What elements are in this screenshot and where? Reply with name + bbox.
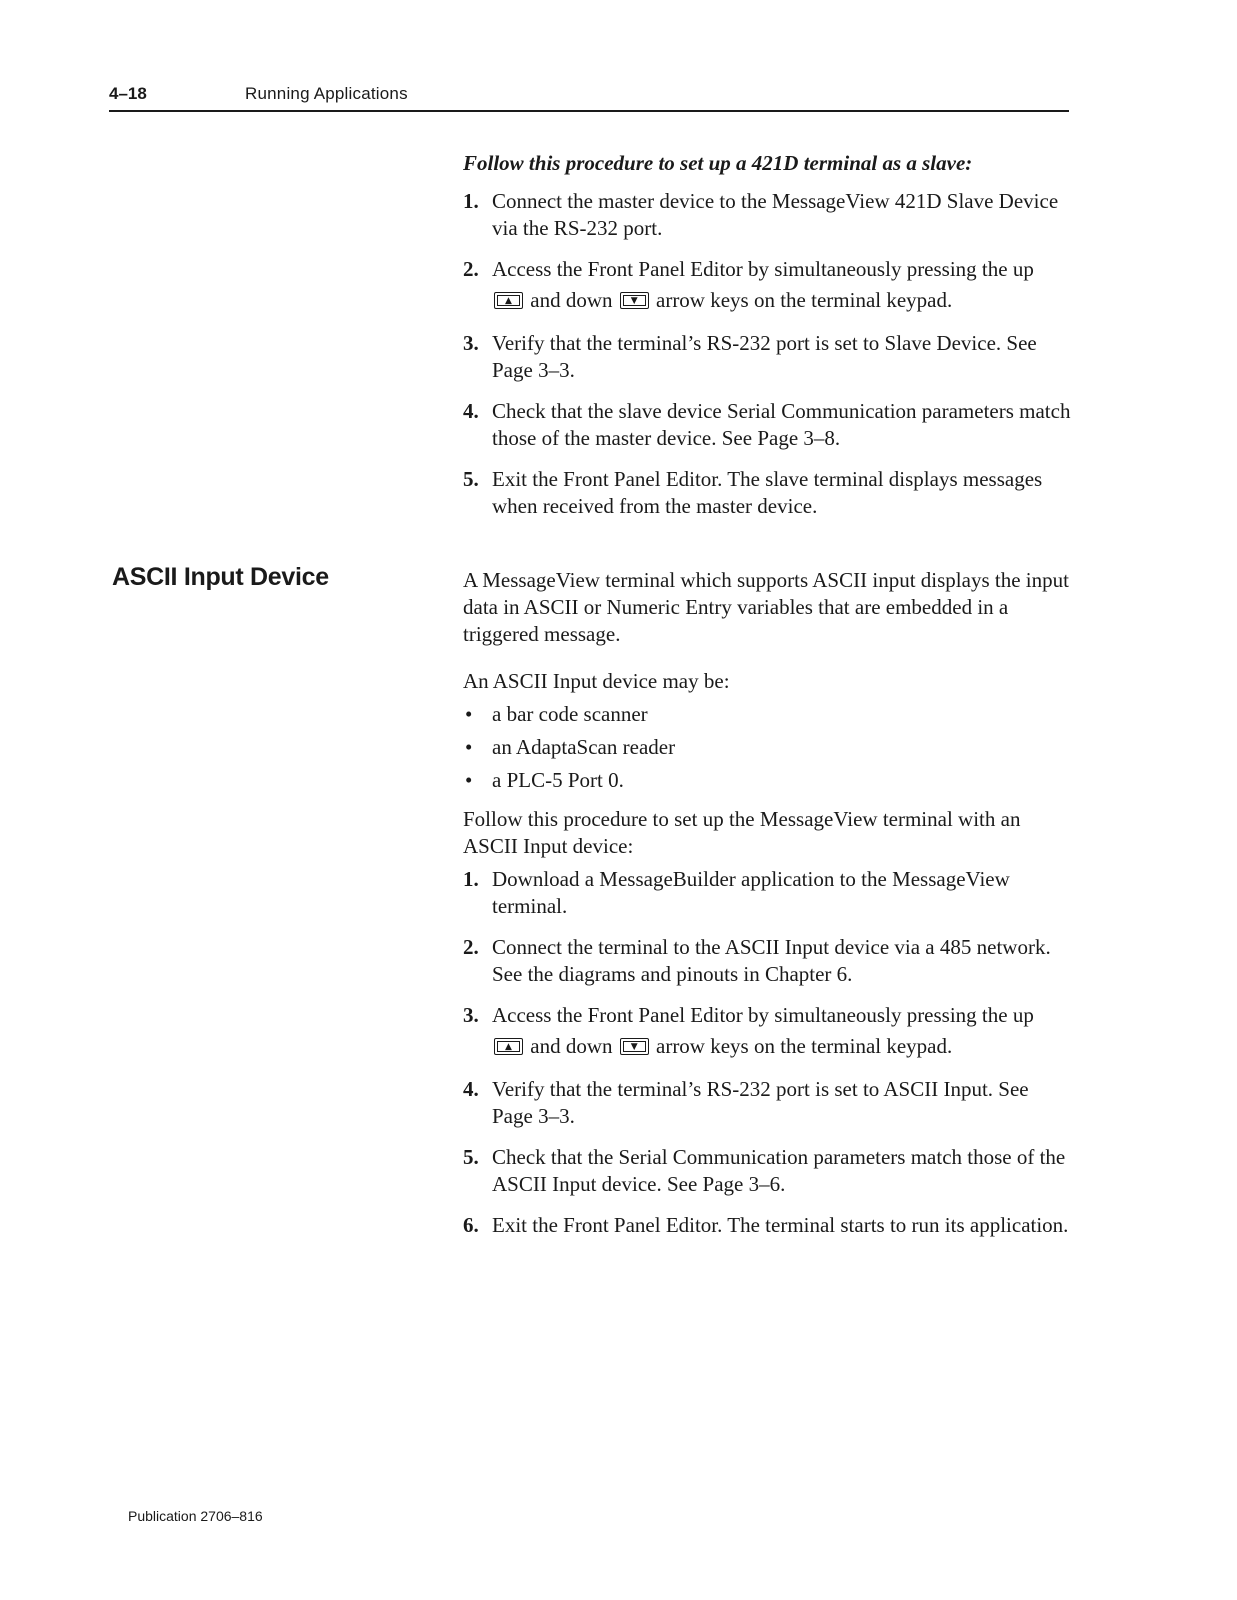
list-item bbox=[463, 466, 1071, 520]
step-number: 6. bbox=[463, 1213, 479, 1237]
chapter-title: Running Applications bbox=[245, 84, 408, 103]
list-item bbox=[463, 188, 1071, 242]
step-text: Access the Front Panel Editor by simultaneously pressing the up bbox=[492, 257, 1034, 281]
list-item bbox=[463, 330, 1071, 384]
page-number: 4–18 bbox=[109, 84, 147, 103]
step-number: 5. bbox=[463, 467, 479, 491]
paragraph: An ASCII Input device may be: bbox=[463, 669, 730, 693]
list-item bbox=[463, 398, 1071, 452]
step-number: 2. bbox=[463, 257, 479, 281]
list-item bbox=[463, 1000, 1071, 1062]
bullet-text: a bar code scanner bbox=[492, 702, 648, 726]
down-arrow-key-icon: ▼ bbox=[620, 1038, 649, 1055]
step-text: Check that the Serial Communication parameters match those of the ASCII Input device. See Page 3–6. bbox=[492, 1145, 1066, 1196]
slave-procedure bbox=[463, 188, 1071, 534]
step-text: Verify that the terminal’s RS-232 port is set to Slave Device. See Page 3–3. bbox=[492, 331, 1037, 382]
step-number: 4. bbox=[463, 1077, 479, 1101]
bullet-text: a PLC-5 Port 0. bbox=[492, 768, 624, 792]
step-number: 1. bbox=[463, 189, 479, 213]
ascii-steps-list bbox=[463, 866, 1071, 1239]
slave-steps-list bbox=[463, 188, 1071, 520]
bullet-text: an AdaptaScan reader bbox=[492, 735, 676, 759]
list-item bbox=[463, 734, 1071, 761]
ascii-input-section bbox=[463, 567, 1071, 1253]
up-arrow-key-icon: ▲ bbox=[494, 1038, 523, 1055]
bullet-dot-icon: • bbox=[465, 735, 473, 759]
down-arrow-key-icon: ▼ bbox=[620, 292, 649, 309]
list-item bbox=[463, 254, 1071, 316]
step-text: Connect the master device to the MessageView 421D Slave Device via the RS-232 port. bbox=[492, 189, 1059, 240]
step-number: 5. bbox=[463, 1145, 479, 1169]
list-item bbox=[463, 1144, 1071, 1198]
slave-procedure-intro: Follow this procedure to set up a 421D terminal as a slave: bbox=[463, 151, 973, 175]
step-text: Download a MessageBuilder application to the MessageView terminal. bbox=[492, 867, 1010, 918]
bullet-dot-icon: • bbox=[465, 702, 473, 726]
step-text: and down bbox=[530, 288, 613, 312]
page-header bbox=[109, 82, 1069, 112]
step-text: Exit the Front Panel Editor. The terminal starts to run its application. bbox=[492, 1213, 1069, 1237]
bullet-dot-icon: • bbox=[465, 768, 473, 792]
step-number: 3. bbox=[463, 331, 479, 355]
section-heading: ASCII Input Device bbox=[112, 563, 329, 591]
list-item bbox=[463, 1076, 1071, 1130]
list-item bbox=[463, 866, 1071, 920]
list-item bbox=[463, 934, 1071, 988]
list-item bbox=[463, 701, 1071, 728]
step-text: Connect the terminal to the ASCII Input device via a 485 network. See the diagrams and pinouts in Chapter 6. bbox=[492, 935, 1051, 986]
step-number: 3. bbox=[463, 1003, 479, 1027]
step-text: Access the Front Panel Editor by simultaneously pressing the up bbox=[492, 1003, 1034, 1027]
list-item bbox=[463, 767, 1071, 794]
publication-footer: Publication 2706–816 bbox=[128, 1508, 263, 1524]
device-bullet-list bbox=[463, 701, 1071, 794]
step-number: 1. bbox=[463, 867, 479, 891]
paragraph: Follow this procedure to set up the MessageView terminal with an ASCII Input device: bbox=[463, 807, 1021, 858]
list-item bbox=[463, 1212, 1071, 1239]
step-text: Exit the Front Panel Editor. The slave terminal displays messages when received from the master device. bbox=[492, 467, 1043, 518]
step-text: arrow keys on the terminal keypad. bbox=[656, 288, 953, 312]
step-text: Verify that the terminal’s RS-232 port is set to ASCII Input. See Page 3–3. bbox=[492, 1077, 1029, 1128]
step-number: 2. bbox=[463, 935, 479, 959]
step-text: Check that the slave device Serial Communication parameters match those of the master device. See Page 3–8. bbox=[492, 399, 1071, 450]
step-text: arrow keys on the terminal keypad. bbox=[656, 1034, 953, 1058]
paragraph: A MessageView terminal which supports ASCII input displays the input data in ASCII or Numeric Entry variables that are embedded in a triggered message. bbox=[463, 568, 1069, 646]
up-arrow-key-icon: ▲ bbox=[494, 292, 523, 309]
step-text: and down bbox=[530, 1034, 613, 1058]
step-number: 4. bbox=[463, 399, 479, 423]
